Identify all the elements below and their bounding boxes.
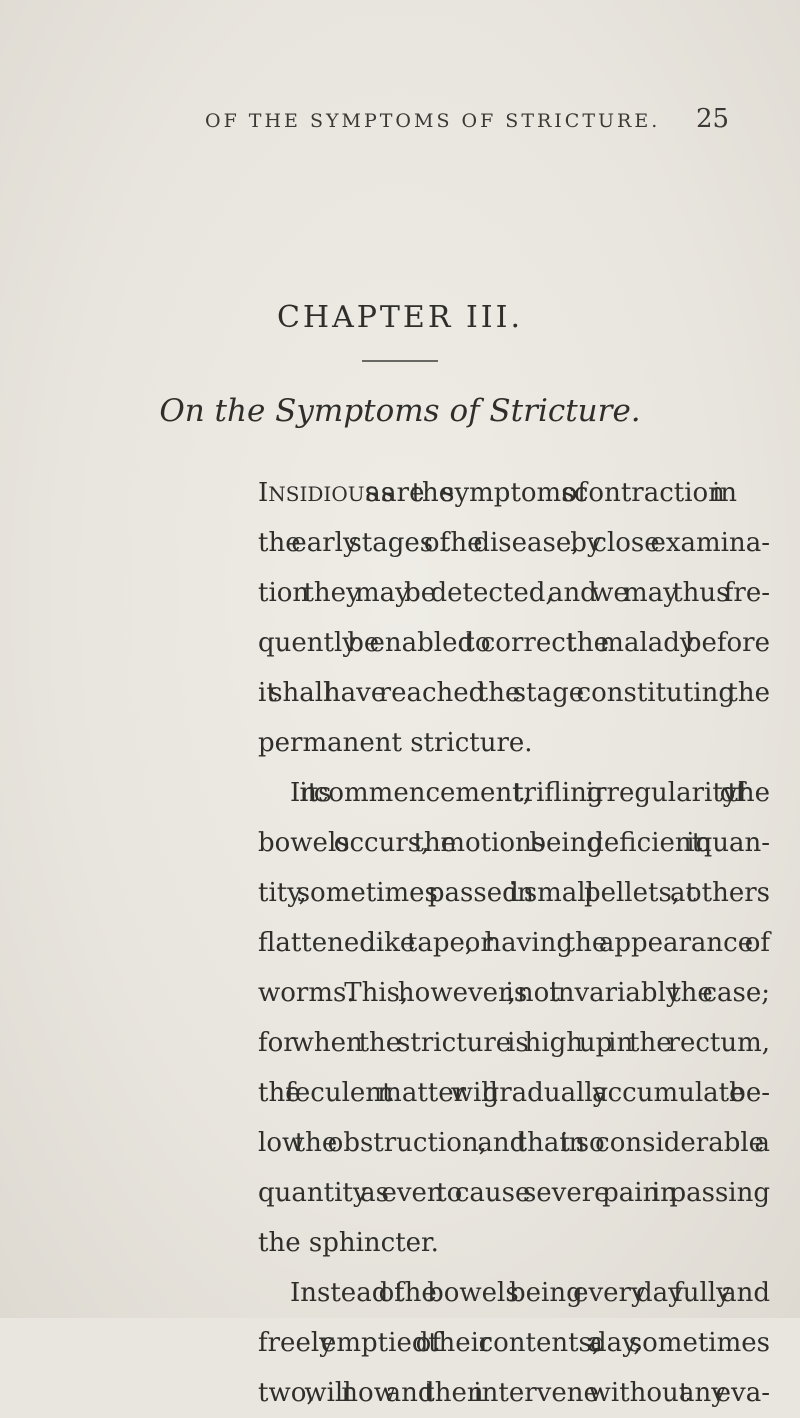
text-line: INSIDIOUS as are the symptoms of contraction in bbox=[258, 478, 738, 508]
text-line: quently be enabled to correct the malady before bbox=[258, 628, 770, 658]
text-line: freely emptied of their contents, a day, sometimes bbox=[258, 1328, 770, 1358]
text-line: In its commencement, trifling irregularity of the bbox=[290, 778, 770, 808]
chapter-title: CHAPTER III. bbox=[276, 300, 524, 335]
text-line: bowels occurs, the motions being deficient in quan- bbox=[258, 828, 770, 858]
text-line: worms. This, however, is not invariably the case; bbox=[258, 978, 770, 1008]
text-line: tity, sometimes passed in small pellets, at others bbox=[258, 878, 770, 908]
text-line: flattened like tape, or having the appearance of bbox=[258, 928, 770, 958]
text-line: permanent stricture. bbox=[258, 728, 533, 758]
running-head: OF THE SYMPTOMS OF STRICTURE. bbox=[205, 110, 661, 132]
page-number: 25 bbox=[696, 104, 730, 134]
text-line: the sphincter. bbox=[258, 1228, 439, 1258]
text-line: it shall have reached the stage constituting the bbox=[258, 678, 770, 708]
text-line: two, will now and then intervene without any eva- bbox=[258, 1378, 770, 1408]
title-divider bbox=[362, 360, 438, 362]
chapter-subtitle: On the Symptoms of Stricture. bbox=[159, 393, 641, 429]
text-line: low the obstruction, and that in so considerable a bbox=[258, 1128, 770, 1158]
text-line: for when the stricture is high up in the rectum, bbox=[258, 1028, 770, 1058]
text-line: quantity as even to cause severe pain in passing bbox=[258, 1178, 770, 1208]
text-line: tion they may be detected, and we may thus fre- bbox=[258, 578, 770, 608]
text-line: the early stages of the disease, by close examina- bbox=[258, 528, 770, 558]
text-line: the feculent matter will gradually accumulate be- bbox=[258, 1078, 770, 1108]
text-line: Instead of the bowels being every day fully and bbox=[290, 1278, 770, 1308]
